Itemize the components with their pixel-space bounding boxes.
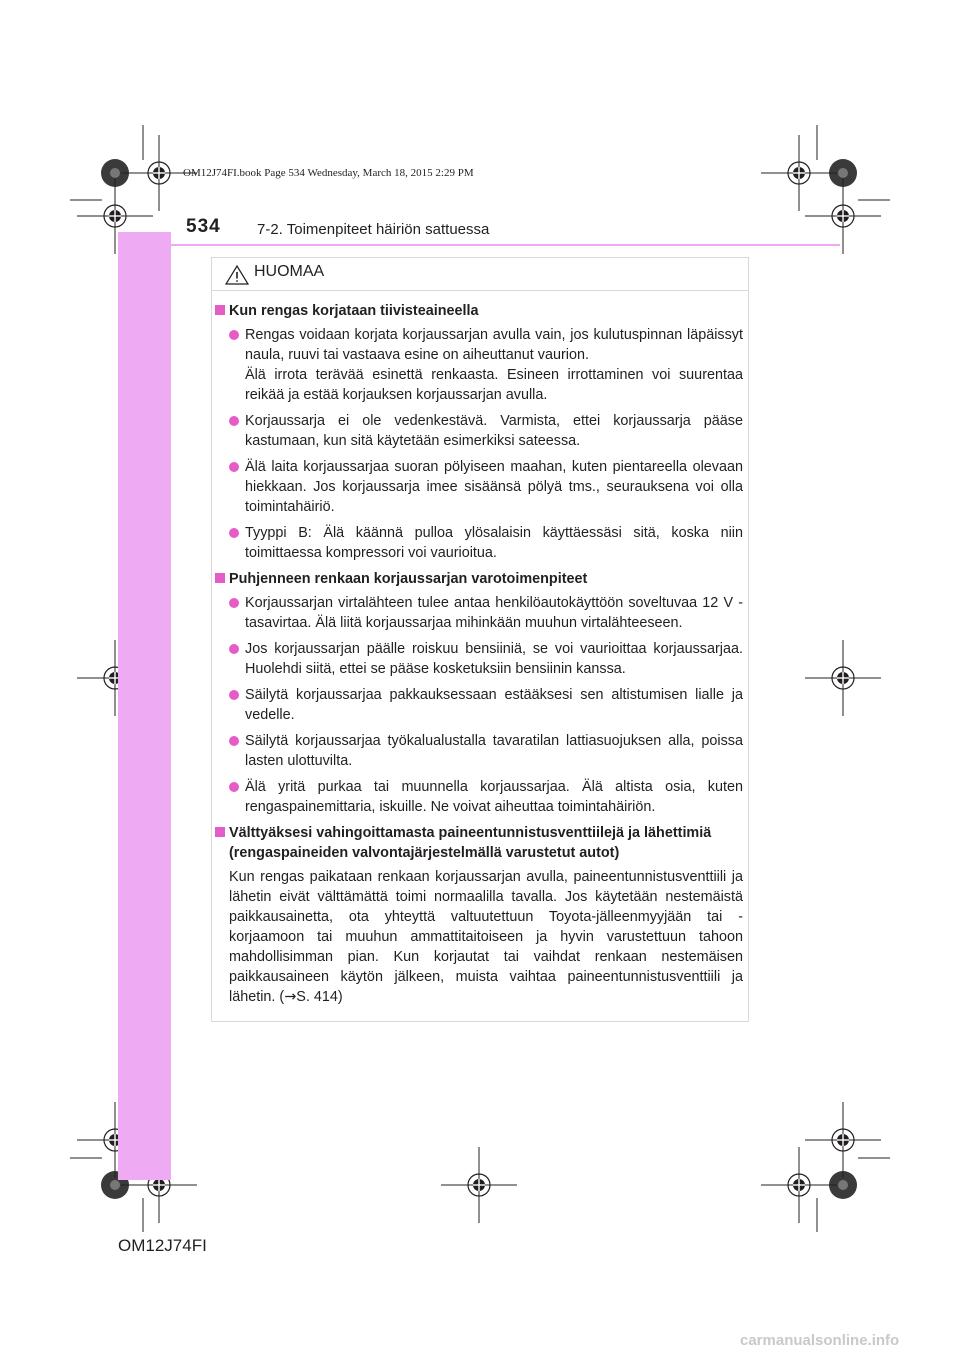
list-item: Jos korjaussarjan päälle roiskuu bensiiniä, se voi vaurioittaa korjaussarjaa. Huolehdi siitä, ettei se pääse kosketuksiin bensiinin kanssa. [215, 639, 743, 679]
round-bullet-icon [229, 782, 239, 792]
reg-mark [805, 178, 881, 254]
square-bullet-icon [215, 305, 225, 315]
section-heading: Välttyäksesi vahingoittamasta paineentunnistusventtiilejä ja lähettimiä (rengaspaineiden valvontajärjestelmällä varustetut autot) [215, 823, 743, 863]
watermark: carmanualsonline.info [740, 1332, 900, 1349]
warning-triangle-icon [225, 265, 249, 285]
header-rule [118, 244, 840, 246]
round-bullet-icon [229, 416, 239, 426]
reg-mark [441, 1147, 517, 1223]
section-title: 7-2. Toimenpiteet häiriön sattuessa [257, 221, 490, 238]
round-bullet-icon [229, 528, 239, 538]
manual-code: OM12J74FI [118, 1236, 207, 1255]
square-bullet-icon [215, 573, 225, 583]
section-heading: Puhjenneen renkaan korjaussarjan varotoimenpiteet [215, 569, 743, 589]
reg-mark [805, 640, 881, 716]
pink-margin-bar [118, 232, 171, 1180]
round-bullet-icon [229, 462, 239, 472]
book-info: OM12J74FI.book Page 534 Wednesday, March 18, 2015 2:29 PM [183, 167, 474, 179]
round-bullet-icon [229, 598, 239, 608]
list-item: Korjaussarja ei ole vedenkestävä. Varmista, ettei korjaussarja pääse kastumaan, kun sitä käytetään esimerkiksi sateessa. [215, 411, 743, 451]
list-item: Säilytä korjaussarjaa työkalualustalla tavaratilan lattiasuojuksen alla, poissa lasten ulottuvilta. [215, 731, 743, 771]
list-item: Älä laita korjaussarjaa suoran pölyiseen maahan, kuten pientareella olevaan hiekkaan. Jos korjaussarja imee sisäänsä pölyä tms., seurauksena voi olla toimintahäiriö. [215, 457, 743, 517]
arrow-right-icon: → [284, 989, 297, 1005]
list-item: Älä yritä purkaa tai muunnella korjaussarjaa. Älä altista osia, kuten rengaspainemittaria, iskuille. Ne voivat aiheuttaa toimintahäiriön. [215, 777, 743, 817]
list-item: Rengas voidaan korjata korjaussarjan avulla vain, jos kulutuspinnan läpäissyt naula, ruuvi tai vastaava esine on aiheuttanut vaurion. Älä irrota terävää esinettä renkaasta. Esineen irrottaminen voi suurentaa reikää ja estää korjauksen korjaussarjan avulla. [215, 325, 743, 405]
round-bullet-icon [229, 330, 239, 340]
page-number: 534 [186, 216, 221, 237]
reg-mark [805, 1102, 881, 1178]
page-reference: (→S. 414) [279, 989, 343, 1005]
section-heading: Kun rengas korjataan tiivisteaineella [215, 301, 743, 321]
section-paragraph: Kun rengas paikataan renkaan korjaussarjan avulla, paineentunnistusventtiili ja lähetin eivät välttämättä toimi normaalilla tavalla. Jos käytetään nestemäistä paikkausainetta, ota yhteyttä valtuutettuun Toyota-jälleenmyyjään tai -korjaamoon tai muuhun ammattitaitoiseen ja hyvin varustettuun tahoon mahdollisimman pian. Kun korjautat tai vaihdat renkaan nestemäisen paikkausaineen käytön jälkeen, muista vaihtaa paineentunnistusventtiili ja lähetin. (→S. 414) [229, 869, 743, 1005]
square-bullet-icon [215, 827, 225, 837]
round-bullet-icon [229, 644, 239, 654]
list-item: Säilytä korjaussarjaa pakkauksessaan estääksesi sen altistumisen lialle ja vedelle. [215, 685, 743, 725]
round-bullet-icon [229, 736, 239, 746]
reg-mark [761, 1147, 837, 1223]
caution-label: HUOMAA [254, 263, 325, 280]
round-bullet-icon [229, 690, 239, 700]
list-item: Korjaussarjan virtalähteen tulee antaa henkilöautokäyttöön soveltuvaa 12 V -tasavirtaa. Älä liitä korjaussarjaa mihinkään muuhun virtalähteeseen. [215, 593, 743, 633]
caution-box [211, 257, 749, 1022]
reg-mark [761, 135, 837, 211]
list-item: Tyyppi B: Älä käännä pulloa ylösalaisin käyttäessäsi sitä, koska niin toimittaessa kompressori voi vaurioitua. [215, 523, 743, 563]
caution-header [212, 258, 748, 291]
caution-content [215, 301, 743, 1007]
